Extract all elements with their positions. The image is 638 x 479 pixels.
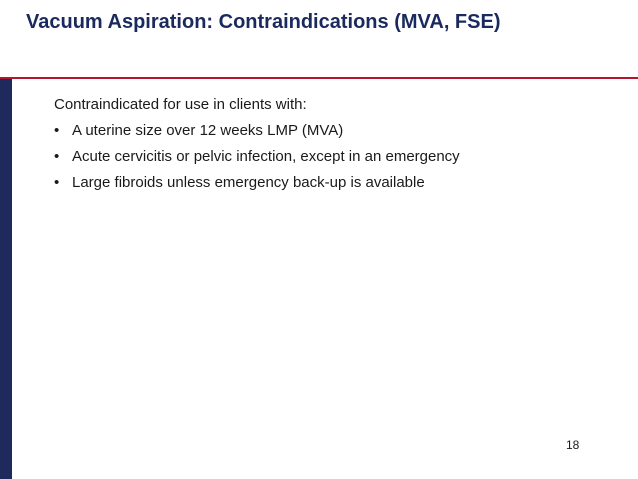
bullet-item	[54, 146, 624, 167]
bullet-icon: •	[54, 148, 60, 165]
bullet-icon: •	[54, 174, 60, 191]
slide-title: Vacuum Aspiration: Contraindications (MVA, FSE)	[26, 11, 501, 33]
bullet-text: A uterine size over 12 weeks LMP (MVA)	[72, 122, 344, 139]
bullet-list	[54, 120, 624, 193]
bullet-item	[54, 120, 624, 141]
bullet-icon: •	[54, 122, 60, 139]
page-number: 18	[566, 438, 580, 452]
bullet-item	[54, 172, 624, 193]
slide-body	[54, 94, 624, 198]
bullet-text: Large fibroids unless emergency back-up is available	[72, 174, 425, 191]
intro-text: Contraindicated for use in clients with:	[54, 96, 307, 113]
title-divider	[0, 77, 638, 79]
left-accent-bar	[0, 79, 12, 479]
bullet-text: Acute cervicitis or pelvic infection, except in an emergency	[72, 148, 460, 165]
